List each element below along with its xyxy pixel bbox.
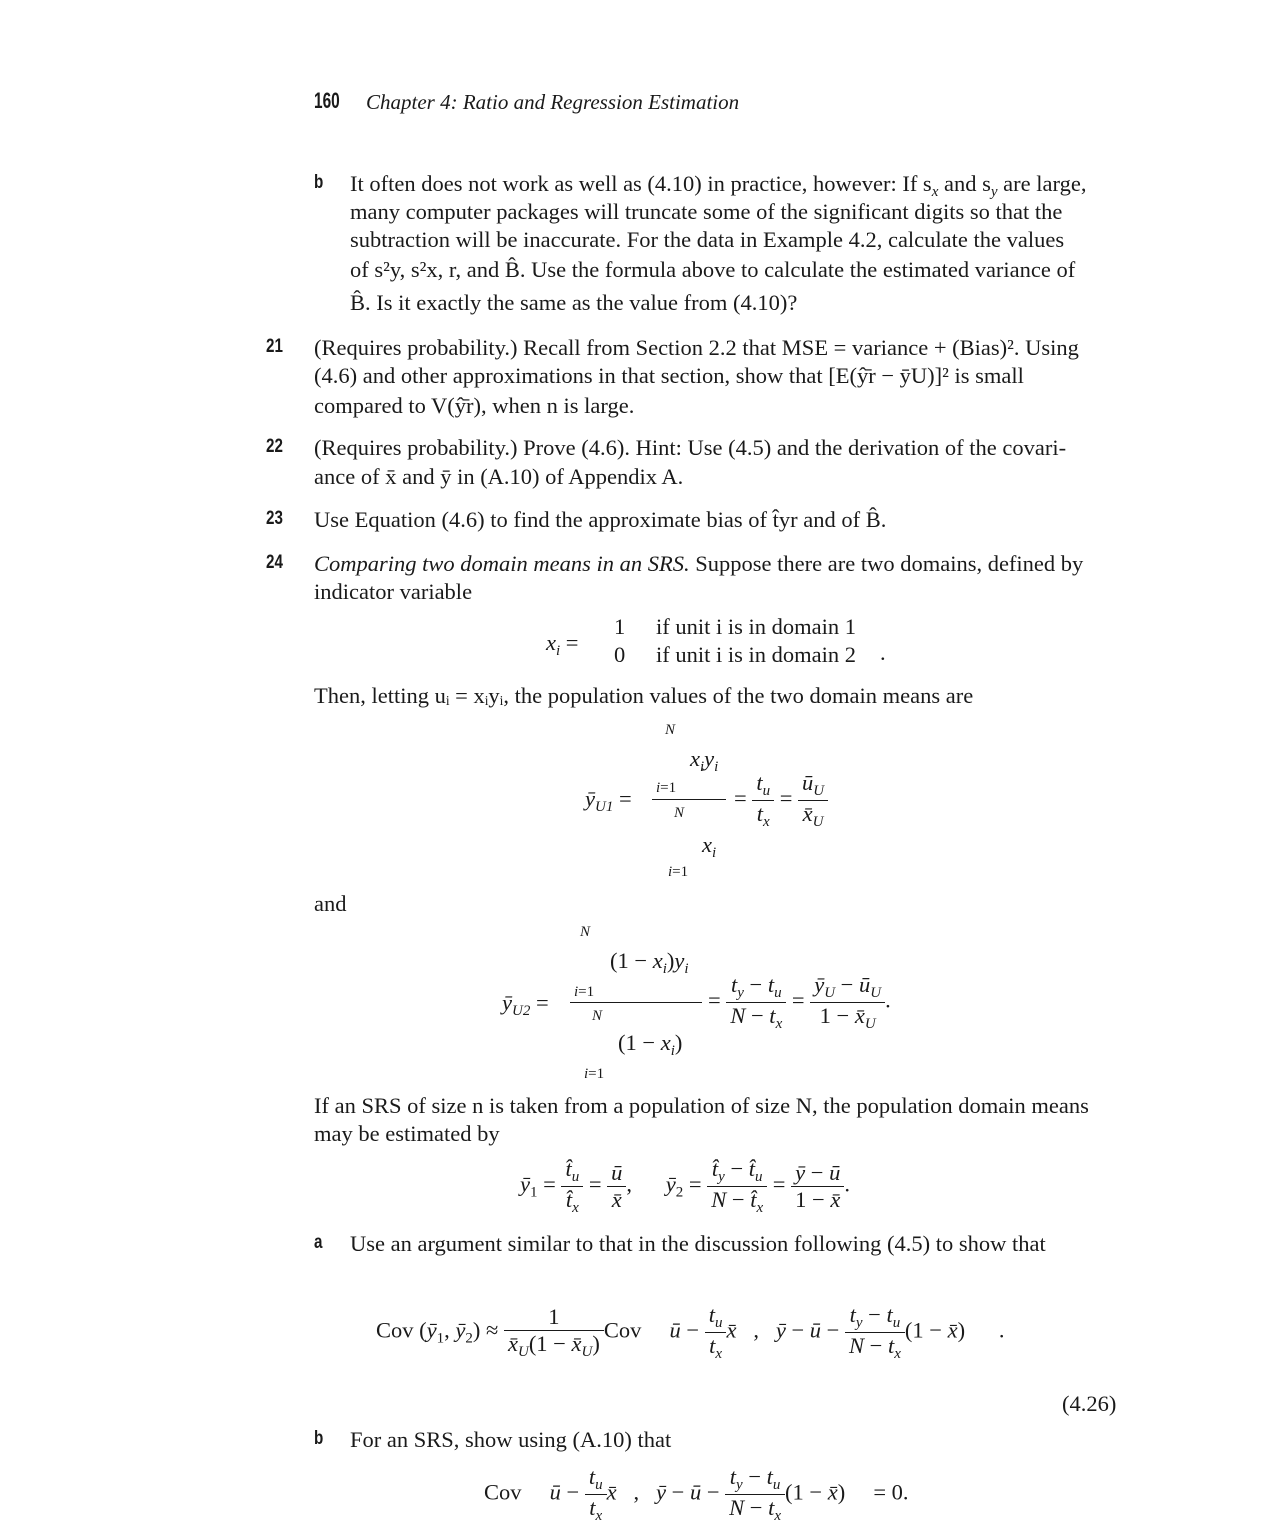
sum-upper-limit: N <box>674 805 685 821</box>
sum-upper-limit: N <box>592 1008 603 1024</box>
sum-upper-limit: N <box>580 924 591 940</box>
exercise-title: Comparing two domain means in an SRS. <box>314 551 690 576</box>
part-label: b <box>314 172 324 193</box>
indicator-case-1: if unit i is in domain 1 <box>656 614 856 639</box>
indicator-case-2: if unit i is in domain 2 <box>656 642 856 667</box>
indicator-one: 1 <box>614 614 626 639</box>
running-header <box>314 88 740 114</box>
ybar-u2: $ȳ_{U2}$ = <box>502 990 549 1019</box>
and-text: and <box>314 891 347 916</box>
ex21-line1: (Requires probability.) Recall from Section 2.2 that MSE = variance + (Bias)². Using <box>314 335 1079 360</box>
sum-upper-limit: N <box>665 722 676 738</box>
ratio-equation: = $\frac{t_u}{t_x}$ = $\frac{ū_U}{x̄_U}$ <box>734 770 828 831</box>
ratio-equation: = $\frac{t_y - t_u}{N - t_x}$ = $\frac{ȳ_U - ū_U}{1 - x̄_U}$ . <box>708 972 891 1032</box>
sum-term: $(1 - x_i)y_i$ <box>610 948 689 977</box>
ex23-line1: Use Equation (4.6) to find the approximate bias of t̂yr and of B̂. <box>314 507 887 532</box>
ex21-line2: (4.6) and other approximations in that section, show that [E(ŷ̄r − ȳU)]² is small <box>314 363 1024 388</box>
page-number: 160 <box>314 88 340 113</box>
indicator-lhs: $x_i$ = <box>546 630 579 659</box>
fraction-bar <box>570 1002 702 1003</box>
equation-number: (4.26) <box>1062 1391 1117 1416</box>
part-a-text: Use an argument similar to that in the discussion following (4.5) to show that <box>350 1231 1046 1256</box>
exercise-number: 24 <box>266 552 283 573</box>
ex22-line1: (Requires probability.) Prove (4.6). Hint: Use (4.5) and the derivation of the covari- <box>314 435 1067 460</box>
ybar-u1: $ȳ_{U1}$ = <box>585 786 632 815</box>
prev-b-line1: It often does not work as well as (4.10) in practice, however: If $s_x$ and $s_y$ are large, <box>350 171 1087 200</box>
prev-b-line4: of s²y, s²x, r, and B̂. Use the formula above to calculate the estimated variance of <box>350 257 1076 282</box>
sum-term: $(1 - x_i)$ <box>618 1030 683 1059</box>
chapter-title: Chapter 4: Ratio and Regression Estimation <box>366 90 740 114</box>
part-label: a <box>314 1232 323 1253</box>
sum-term: $x_iy_i$ <box>690 746 719 775</box>
part-b-text: For an SRS, show using (A.10) that <box>350 1427 672 1452</box>
ex24-line1: Comparing two domain means in an SRS. Suppose there are two domains, defined by <box>314 551 1084 576</box>
exercise-number: 22 <box>266 436 283 457</box>
sum-lower-limit: i=1 <box>584 1066 605 1082</box>
fraction-bar <box>652 799 726 800</box>
ex22-line2: ance of x̄ and ȳ in (A.10) of Appendix A. <box>314 464 684 489</box>
ex24-line2: indicator variable <box>314 579 473 604</box>
ex21-line3: compared to V(ŷ̄r), when n is large. <box>314 393 635 418</box>
prev-b-line3: subtraction will be inaccurate. For the data in Example 4.2, calculate the values <box>350 227 1065 252</box>
covariance-approx-equation: Cov ($ȳ_1$, $ȳ_2$) ≈ $\frac{1}{x̄_U(1 - x̄_U)}$ Cov ū − $\frac{t_u}{t_x}$ x̄ , ȳ − ū − $\frac{t_y - t_u}{N - t_x}$ (1 − x̄) . <box>376 1302 1005 1362</box>
srs-line2: may be estimated by <box>314 1121 500 1146</box>
prev-b-line5: B̂. Is it exactly the same as the value from (4.10)? <box>350 290 798 315</box>
exercise-number: 23 <box>266 508 283 529</box>
estimator-equation: $ȳ_1$ = $\frac{t̂_u}{t̂_x}$ = $\frac{ū}{x̄}$ , $ȳ_2$ = $\frac{t̂_y - t̂_u}{N - t̂_x}$ = $\frac{ȳ - ū}{1 - x̄}$ . <box>520 1156 850 1216</box>
covariance-zero-equation: Cov ū − $\frac{t_u}{t_x}$ x̄ , ȳ − ū − $\frac{t_y - t_u}{N - t_x}$ (1 − x̄) = 0. <box>484 1464 909 1524</box>
sum-lower-limit: i=1 <box>668 864 689 880</box>
sum-lower-limit: i=1 <box>656 780 677 796</box>
sum-term: $x_i$ <box>702 832 717 861</box>
sum-lower-limit: i=1 <box>574 984 595 1000</box>
indicator-zero: 0 <box>614 642 626 667</box>
prev-b-line2: many computer packages will truncate some of the significant digits so that the <box>350 199 1063 224</box>
period: . <box>880 640 886 665</box>
part-label: b <box>314 1428 324 1449</box>
srs-line1: If an SRS of size n is taken from a population of size N, the population domain means <box>314 1093 1089 1118</box>
exercise-number: 21 <box>266 336 283 357</box>
then-text: Then, letting uᵢ = xᵢyᵢ, the population values of the two domain means are <box>314 683 974 708</box>
